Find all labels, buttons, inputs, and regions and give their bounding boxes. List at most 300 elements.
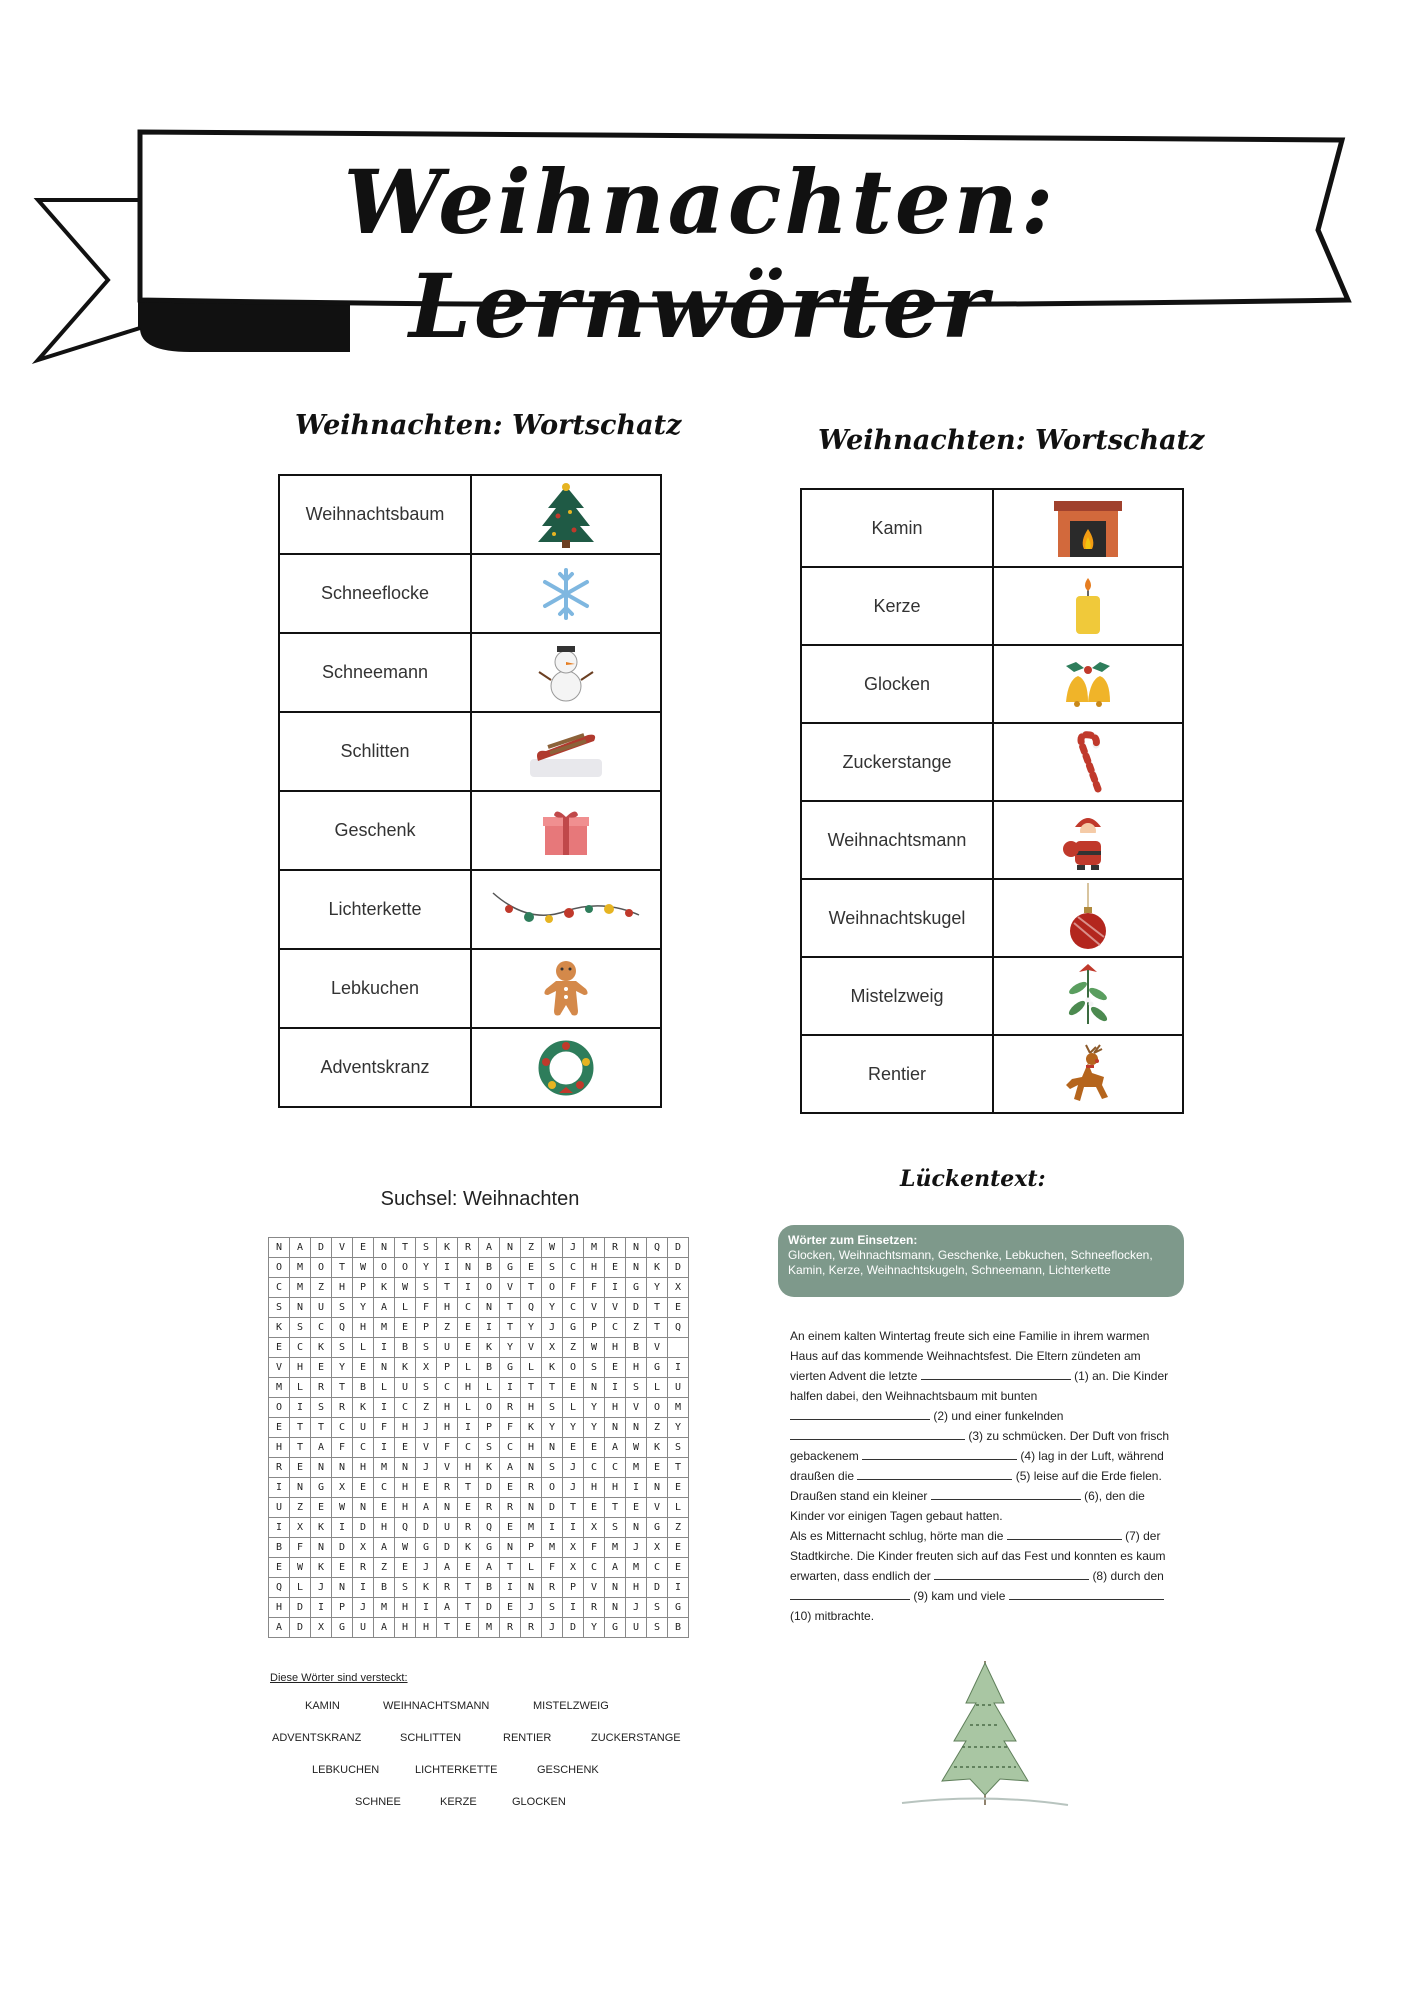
- grid-cell[interactable]: C: [563, 1258, 584, 1278]
- grid-cell[interactable]: P: [479, 1418, 500, 1438]
- grid-cell[interactable]: Q: [647, 1238, 668, 1258]
- grid-cell[interactable]: E: [605, 1358, 626, 1378]
- grid-cell[interactable]: E: [332, 1558, 353, 1578]
- grid-cell[interactable]: E: [668, 1298, 689, 1318]
- grid-cell[interactable]: D: [479, 1478, 500, 1498]
- grid-cell[interactable]: E: [353, 1238, 374, 1258]
- grid-cell[interactable]: C: [500, 1438, 521, 1458]
- grid-cell[interactable]: F: [416, 1298, 437, 1318]
- grid-cell[interactable]: E: [626, 1498, 647, 1518]
- grid-cell[interactable]: V: [269, 1358, 290, 1378]
- grid-cell[interactable]: N: [626, 1238, 647, 1258]
- grid-cell[interactable]: N: [542, 1438, 563, 1458]
- grid-cell[interactable]: J: [311, 1578, 332, 1598]
- grid-cell[interactable]: M: [290, 1278, 311, 1298]
- grid-cell[interactable]: Y: [500, 1338, 521, 1358]
- grid-cell[interactable]: X: [647, 1538, 668, 1558]
- grid-cell[interactable]: M: [374, 1598, 395, 1618]
- grid-cell[interactable]: W: [542, 1238, 563, 1258]
- grid-cell[interactable]: S: [416, 1378, 437, 1398]
- grid-cell[interactable]: X: [542, 1338, 563, 1358]
- blank-5[interactable]: [857, 1468, 1012, 1480]
- grid-cell[interactable]: N: [374, 1238, 395, 1258]
- grid-cell[interactable]: Y: [332, 1358, 353, 1378]
- grid-cell[interactable]: C: [290, 1338, 311, 1358]
- grid-cell[interactable]: S: [416, 1278, 437, 1298]
- blank-8[interactable]: [934, 1568, 1089, 1580]
- grid-cell[interactable]: N: [521, 1458, 542, 1478]
- grid-cell[interactable]: B: [269, 1538, 290, 1558]
- grid-cell[interactable]: S: [332, 1298, 353, 1318]
- grid-cell[interactable]: S: [542, 1458, 563, 1478]
- grid-cell[interactable]: N: [626, 1418, 647, 1438]
- grid-cell[interactable]: C: [647, 1558, 668, 1578]
- grid-cell[interactable]: K: [437, 1238, 458, 1258]
- grid-cell[interactable]: K: [353, 1398, 374, 1418]
- grid-cell[interactable]: V: [416, 1438, 437, 1458]
- grid-cell[interactable]: M: [269, 1378, 290, 1398]
- grid-cell[interactable]: J: [626, 1538, 647, 1558]
- grid-cell[interactable]: O: [647, 1398, 668, 1418]
- grid-cell[interactable]: N: [584, 1378, 605, 1398]
- grid-cell[interactable]: Z: [521, 1238, 542, 1258]
- grid-cell[interactable]: K: [311, 1518, 332, 1538]
- grid-cell[interactable]: K: [458, 1538, 479, 1558]
- grid-cell[interactable]: S: [542, 1598, 563, 1618]
- grid-cell[interactable]: R: [437, 1578, 458, 1598]
- grid-cell[interactable]: E: [395, 1558, 416, 1578]
- grid-cell[interactable]: H: [416, 1618, 437, 1638]
- grid-cell[interactable]: N: [332, 1578, 353, 1598]
- grid-cell[interactable]: J: [416, 1418, 437, 1438]
- grid-cell[interactable]: R: [605, 1238, 626, 1258]
- grid-cell[interactable]: S: [311, 1398, 332, 1418]
- grid-cell[interactable]: Z: [290, 1498, 311, 1518]
- grid-cell[interactable]: R: [353, 1558, 374, 1578]
- grid-cell[interactable]: Z: [416, 1398, 437, 1418]
- grid-cell[interactable]: N: [479, 1298, 500, 1318]
- grid-cell[interactable]: L: [563, 1398, 584, 1418]
- grid-cell[interactable]: M: [374, 1318, 395, 1338]
- grid-cell[interactable]: Y: [584, 1398, 605, 1418]
- grid-cell[interactable]: A: [605, 1438, 626, 1458]
- grid-cell[interactable]: D: [416, 1518, 437, 1538]
- blank-10[interactable]: [1009, 1588, 1164, 1600]
- grid-cell[interactable]: S: [668, 1438, 689, 1458]
- grid-cell[interactable]: I: [290, 1398, 311, 1418]
- grid-cell[interactable]: K: [269, 1318, 290, 1338]
- grid-cell[interactable]: T: [437, 1618, 458, 1638]
- grid-cell[interactable]: E: [269, 1418, 290, 1438]
- grid-cell[interactable]: L: [521, 1558, 542, 1578]
- grid-cell[interactable]: M: [290, 1258, 311, 1278]
- grid-cell[interactable]: S: [647, 1598, 668, 1618]
- grid-cell[interactable]: E: [647, 1458, 668, 1478]
- grid-cell[interactable]: Z: [374, 1558, 395, 1578]
- grid-cell[interactable]: I: [668, 1578, 689, 1598]
- grid-cell[interactable]: V: [521, 1338, 542, 1358]
- grid-cell[interactable]: Z: [647, 1418, 668, 1438]
- grid-cell[interactable]: H: [626, 1358, 647, 1378]
- grid-cell[interactable]: R: [479, 1498, 500, 1518]
- grid-cell[interactable]: M: [626, 1558, 647, 1578]
- grid-cell[interactable]: L: [521, 1358, 542, 1378]
- grid-cell[interactable]: K: [647, 1258, 668, 1278]
- grid-cell[interactable]: U: [353, 1418, 374, 1438]
- grid-cell[interactable]: N: [626, 1518, 647, 1538]
- grid-cell[interactable]: Q: [269, 1578, 290, 1598]
- grid-cell[interactable]: M: [584, 1238, 605, 1258]
- grid-cell[interactable]: Q: [479, 1518, 500, 1538]
- grid-cell[interactable]: E: [500, 1518, 521, 1538]
- grid-cell[interactable]: E: [395, 1438, 416, 1458]
- grid-cell[interactable]: V: [437, 1458, 458, 1478]
- grid-cell[interactable]: O: [269, 1398, 290, 1418]
- grid-cell[interactable]: W: [395, 1538, 416, 1558]
- grid-cell[interactable]: S: [647, 1618, 668, 1638]
- grid-cell[interactable]: M: [521, 1518, 542, 1538]
- grid-cell[interactable]: A: [437, 1598, 458, 1618]
- grid-cell[interactable]: N: [332, 1458, 353, 1478]
- grid-cell[interactable]: I: [479, 1318, 500, 1338]
- grid-cell[interactable]: E: [458, 1618, 479, 1638]
- grid-cell[interactable]: N: [311, 1458, 332, 1478]
- grid-cell[interactable]: J: [563, 1238, 584, 1258]
- grid-cell[interactable]: H: [353, 1458, 374, 1478]
- grid-cell[interactable]: I: [332, 1518, 353, 1538]
- grid-cell[interactable]: F: [332, 1438, 353, 1458]
- grid-cell[interactable]: B: [479, 1578, 500, 1598]
- grid-cell[interactable]: D: [626, 1298, 647, 1318]
- grid-cell[interactable]: K: [311, 1558, 332, 1578]
- grid-cell[interactable]: G: [647, 1358, 668, 1378]
- grid-cell[interactable]: R: [269, 1458, 290, 1478]
- grid-cell[interactable]: T: [500, 1318, 521, 1338]
- grid-cell[interactable]: C: [584, 1458, 605, 1478]
- grid-cell[interactable]: X: [584, 1518, 605, 1538]
- grid-cell[interactable]: H: [269, 1438, 290, 1458]
- grid-cell[interactable]: G: [668, 1598, 689, 1618]
- grid-cell[interactable]: I: [311, 1598, 332, 1618]
- blank-1[interactable]: [921, 1368, 1071, 1380]
- grid-cell[interactable]: U: [668, 1378, 689, 1398]
- grid-cell[interactable]: R: [458, 1518, 479, 1538]
- grid-cell[interactable]: W: [290, 1558, 311, 1578]
- grid-cell[interactable]: Y: [353, 1298, 374, 1318]
- grid-cell[interactable]: E: [668, 1538, 689, 1558]
- grid-cell[interactable]: I: [269, 1518, 290, 1538]
- grid-cell[interactable]: N: [521, 1578, 542, 1598]
- grid-cell[interactable]: B: [353, 1378, 374, 1398]
- grid-cell[interactable]: U: [626, 1618, 647, 1638]
- grid-cell[interactable]: Q: [332, 1318, 353, 1338]
- grid-cell[interactable]: H: [626, 1578, 647, 1598]
- grid-cell[interactable]: E: [458, 1338, 479, 1358]
- grid-cell[interactable]: E: [500, 1478, 521, 1498]
- grid-cell[interactable]: J: [416, 1558, 437, 1578]
- blank-4[interactable]: [862, 1448, 1017, 1460]
- grid-cell[interactable]: K: [647, 1438, 668, 1458]
- grid-cell[interactable]: I: [542, 1518, 563, 1538]
- grid-cell[interactable]: G: [626, 1278, 647, 1298]
- grid-cell[interactable]: O: [311, 1258, 332, 1278]
- grid-cell[interactable]: X: [416, 1358, 437, 1378]
- grid-cell[interactable]: E: [500, 1598, 521, 1618]
- grid-cell[interactable]: U: [395, 1378, 416, 1398]
- grid-cell[interactable]: R: [500, 1398, 521, 1418]
- grid-cell[interactable]: U: [437, 1338, 458, 1358]
- grid-cell[interactable]: Y: [647, 1278, 668, 1298]
- grid-cell[interactable]: T: [458, 1598, 479, 1618]
- grid-cell[interactable]: H: [584, 1258, 605, 1278]
- grid-cell[interactable]: H: [395, 1478, 416, 1498]
- grid-cell[interactable]: T: [437, 1278, 458, 1298]
- grid-cell[interactable]: O: [542, 1478, 563, 1498]
- grid-cell[interactable]: Q: [395, 1518, 416, 1538]
- grid-cell[interactable]: P: [521, 1538, 542, 1558]
- grid-cell[interactable]: E: [269, 1558, 290, 1578]
- grid-cell[interactable]: Z: [311, 1278, 332, 1298]
- grid-cell[interactable]: P: [416, 1318, 437, 1338]
- grid-cell[interactable]: O: [269, 1258, 290, 1278]
- blank-6[interactable]: [931, 1488, 1081, 1500]
- grid-cell[interactable]: U: [353, 1618, 374, 1638]
- grid-cell[interactable]: T: [311, 1418, 332, 1438]
- grid-cell[interactable]: G: [647, 1518, 668, 1538]
- grid-cell[interactable]: I: [605, 1378, 626, 1398]
- grid-cell[interactable]: F: [290, 1538, 311, 1558]
- grid-cell[interactable]: O: [374, 1258, 395, 1278]
- grid-cell[interactable]: A: [416, 1498, 437, 1518]
- grid-cell[interactable]: Z: [626, 1318, 647, 1338]
- grid-cell[interactable]: S: [626, 1378, 647, 1398]
- grid-cell[interactable]: E: [374, 1498, 395, 1518]
- grid-cell[interactable]: H: [395, 1418, 416, 1438]
- grid-cell[interactable]: V: [605, 1298, 626, 1318]
- grid-cell[interactable]: H: [584, 1478, 605, 1498]
- grid-cell[interactable]: L: [479, 1378, 500, 1398]
- grid-cell[interactable]: K: [416, 1578, 437, 1598]
- grid-cell[interactable]: C: [395, 1398, 416, 1418]
- grid-cell[interactable]: J: [416, 1458, 437, 1478]
- grid-cell[interactable]: A: [479, 1238, 500, 1258]
- grid-cell[interactable]: H: [521, 1438, 542, 1458]
- grid-cell[interactable]: T: [647, 1298, 668, 1318]
- grid-cell[interactable]: A: [311, 1438, 332, 1458]
- grid-cell[interactable]: T: [290, 1418, 311, 1438]
- grid-cell[interactable]: C: [458, 1298, 479, 1318]
- grid-cell[interactable]: G: [416, 1538, 437, 1558]
- grid-cell[interactable]: A: [269, 1618, 290, 1638]
- grid-cell[interactable]: S: [395, 1578, 416, 1598]
- grid-cell[interactable]: D: [311, 1238, 332, 1258]
- grid-cell[interactable]: E: [584, 1498, 605, 1518]
- grid-cell[interactable]: A: [437, 1558, 458, 1578]
- grid-cell[interactable]: K: [521, 1418, 542, 1438]
- grid-cell[interactable]: R: [311, 1378, 332, 1398]
- grid-cell[interactable]: R: [521, 1478, 542, 1498]
- grid-cell[interactable]: T: [521, 1378, 542, 1398]
- grid-cell[interactable]: E: [521, 1258, 542, 1278]
- grid-cell[interactable]: I: [500, 1578, 521, 1598]
- grid-cell[interactable]: I: [437, 1258, 458, 1278]
- grid-cell[interactable]: C: [584, 1558, 605, 1578]
- grid-cell[interactable]: Y: [584, 1618, 605, 1638]
- grid-cell[interactable]: E: [458, 1498, 479, 1518]
- grid-cell[interactable]: D: [353, 1518, 374, 1538]
- grid-cell[interactable]: E: [563, 1378, 584, 1398]
- grid-cell[interactable]: E: [353, 1358, 374, 1378]
- grid-cell[interactable]: O: [542, 1278, 563, 1298]
- grid-cell[interactable]: C: [458, 1438, 479, 1458]
- grid-cell[interactable]: H: [353, 1318, 374, 1338]
- grid-cell[interactable]: U: [269, 1498, 290, 1518]
- grid-cell[interactable]: H: [332, 1278, 353, 1298]
- grid-cell[interactable]: Y: [416, 1258, 437, 1278]
- grid-cell[interactable]: N: [500, 1238, 521, 1258]
- grid-cell[interactable]: I: [500, 1378, 521, 1398]
- grid-cell[interactable]: A: [374, 1298, 395, 1318]
- grid-cell[interactable]: N: [626, 1258, 647, 1278]
- grid-cell[interactable]: M: [479, 1618, 500, 1638]
- grid-cell[interactable]: Y: [563, 1418, 584, 1438]
- grid-cell[interactable]: V: [647, 1338, 668, 1358]
- grid-cell[interactable]: B: [479, 1258, 500, 1278]
- grid-cell[interactable]: H: [605, 1478, 626, 1498]
- grid-cell[interactable]: L: [668, 1498, 689, 1518]
- grid-cell[interactable]: L: [458, 1358, 479, 1378]
- grid-cell[interactable]: H: [395, 1598, 416, 1618]
- grid-cell[interactable]: L: [395, 1298, 416, 1318]
- grid-cell[interactable]: K: [374, 1278, 395, 1298]
- grid-cell[interactable]: I: [458, 1418, 479, 1438]
- grid-cell[interactable]: I: [374, 1338, 395, 1358]
- grid-cell[interactable]: F: [500, 1418, 521, 1438]
- grid-cell[interactable]: E: [458, 1558, 479, 1578]
- grid-cell[interactable]: X: [311, 1618, 332, 1638]
- grid-cell[interactable]: A: [500, 1458, 521, 1478]
- grid-cell[interactable]: H: [458, 1458, 479, 1478]
- grid-cell[interactable]: N: [605, 1598, 626, 1618]
- grid-cell[interactable]: T: [500, 1558, 521, 1578]
- grid-cell[interactable]: O: [563, 1358, 584, 1378]
- grid-cell[interactable]: E: [269, 1338, 290, 1358]
- grid-cell[interactable]: L: [374, 1378, 395, 1398]
- grid-cell[interactable]: H: [458, 1378, 479, 1398]
- grid-cell[interactable]: P: [563, 1578, 584, 1598]
- grid-cell[interactable]: E: [563, 1438, 584, 1458]
- grid-cell[interactable]: Y: [542, 1418, 563, 1438]
- grid-cell[interactable]: N: [521, 1498, 542, 1518]
- grid-cell[interactable]: E: [395, 1318, 416, 1338]
- grid-cell[interactable]: D: [290, 1618, 311, 1638]
- grid-cell[interactable]: N: [290, 1478, 311, 1498]
- grid-cell[interactable]: H: [395, 1618, 416, 1638]
- grid-cell[interactable]: C: [605, 1318, 626, 1338]
- grid-cell[interactable]: E: [311, 1498, 332, 1518]
- grid-cell[interactable]: V: [584, 1578, 605, 1598]
- grid-cell[interactable]: Y: [668, 1418, 689, 1438]
- grid-cell[interactable]: K: [311, 1338, 332, 1358]
- grid-cell[interactable]: J: [542, 1318, 563, 1338]
- grid-cell[interactable]: N: [311, 1538, 332, 1558]
- grid-cell[interactable]: H: [269, 1598, 290, 1618]
- grid-cell[interactable]: P: [584, 1318, 605, 1338]
- grid-cell[interactable]: B: [395, 1338, 416, 1358]
- grid-cell[interactable]: H: [374, 1518, 395, 1538]
- grid-cell[interactable]: T: [500, 1298, 521, 1318]
- grid-cell[interactable]: H: [437, 1298, 458, 1318]
- grid-cell[interactable]: T: [458, 1578, 479, 1598]
- grid-cell[interactable]: H: [290, 1358, 311, 1378]
- blank-3[interactable]: [790, 1428, 965, 1440]
- grid-cell[interactable]: C: [563, 1298, 584, 1318]
- grid-cell[interactable]: X: [332, 1478, 353, 1498]
- grid-cell[interactable]: V: [500, 1278, 521, 1298]
- grid-cell[interactable]: N: [290, 1298, 311, 1318]
- grid-cell[interactable]: B: [668, 1618, 689, 1638]
- grid-cell[interactable]: C: [605, 1458, 626, 1478]
- grid-cell[interactable]: E: [290, 1458, 311, 1478]
- grid-cell[interactable]: I: [563, 1598, 584, 1618]
- grid-cell[interactable]: E: [458, 1318, 479, 1338]
- grid-cell[interactable]: R: [332, 1398, 353, 1418]
- grid-cell[interactable]: X: [563, 1558, 584, 1578]
- grid-cell[interactable]: K: [542, 1358, 563, 1378]
- grid-cell[interactable]: Z: [668, 1518, 689, 1538]
- grid-cell[interactable]: E: [311, 1358, 332, 1378]
- grid-cell[interactable]: N: [437, 1498, 458, 1518]
- grid-cell[interactable]: V: [647, 1498, 668, 1518]
- grid-cell[interactable]: S: [416, 1338, 437, 1358]
- grid-cell[interactable]: R: [500, 1618, 521, 1638]
- blank-9[interactable]: [790, 1588, 910, 1600]
- grid-cell[interactable]: A: [290, 1238, 311, 1258]
- grid-cell[interactable]: C: [374, 1478, 395, 1498]
- grid-cell[interactable]: N: [605, 1418, 626, 1438]
- grid-cell[interactable]: I: [563, 1518, 584, 1538]
- grid-cell[interactable]: X: [353, 1538, 374, 1558]
- grid-cell[interactable]: I: [626, 1478, 647, 1498]
- grid-cell[interactable]: S: [290, 1318, 311, 1338]
- grid-cell[interactable]: U: [311, 1298, 332, 1318]
- grid-cell[interactable]: D: [437, 1538, 458, 1558]
- grid-cell[interactable]: S: [584, 1358, 605, 1378]
- grid-cell[interactable]: Q: [668, 1318, 689, 1338]
- grid-cell[interactable]: D: [668, 1258, 689, 1278]
- grid-cell[interactable]: O: [395, 1258, 416, 1278]
- grid-cell[interactable]: T: [395, 1238, 416, 1258]
- grid-cell[interactable]: G: [605, 1618, 626, 1638]
- grid-cell[interactable]: J: [521, 1598, 542, 1618]
- grid-cell[interactable]: E: [584, 1438, 605, 1458]
- grid-cell[interactable]: V: [584, 1298, 605, 1318]
- grid-cell[interactable]: V: [332, 1238, 353, 1258]
- grid-cell[interactable]: K: [395, 1358, 416, 1378]
- grid-cell[interactable]: H: [605, 1338, 626, 1358]
- grid-cell[interactable]: M: [605, 1538, 626, 1558]
- grid-cell[interactable]: L: [353, 1338, 374, 1358]
- grid-cell[interactable]: D: [332, 1538, 353, 1558]
- grid-cell[interactable]: X: [290, 1518, 311, 1538]
- grid-cell[interactable]: L: [290, 1378, 311, 1398]
- grid-cell[interactable]: I: [668, 1358, 689, 1378]
- grid-cell[interactable]: Y: [521, 1318, 542, 1338]
- grid-cell[interactable]: T: [332, 1258, 353, 1278]
- grid-cell[interactable]: Q: [521, 1298, 542, 1318]
- grid-cell[interactable]: I: [605, 1278, 626, 1298]
- grid-cell[interactable]: D: [542, 1498, 563, 1518]
